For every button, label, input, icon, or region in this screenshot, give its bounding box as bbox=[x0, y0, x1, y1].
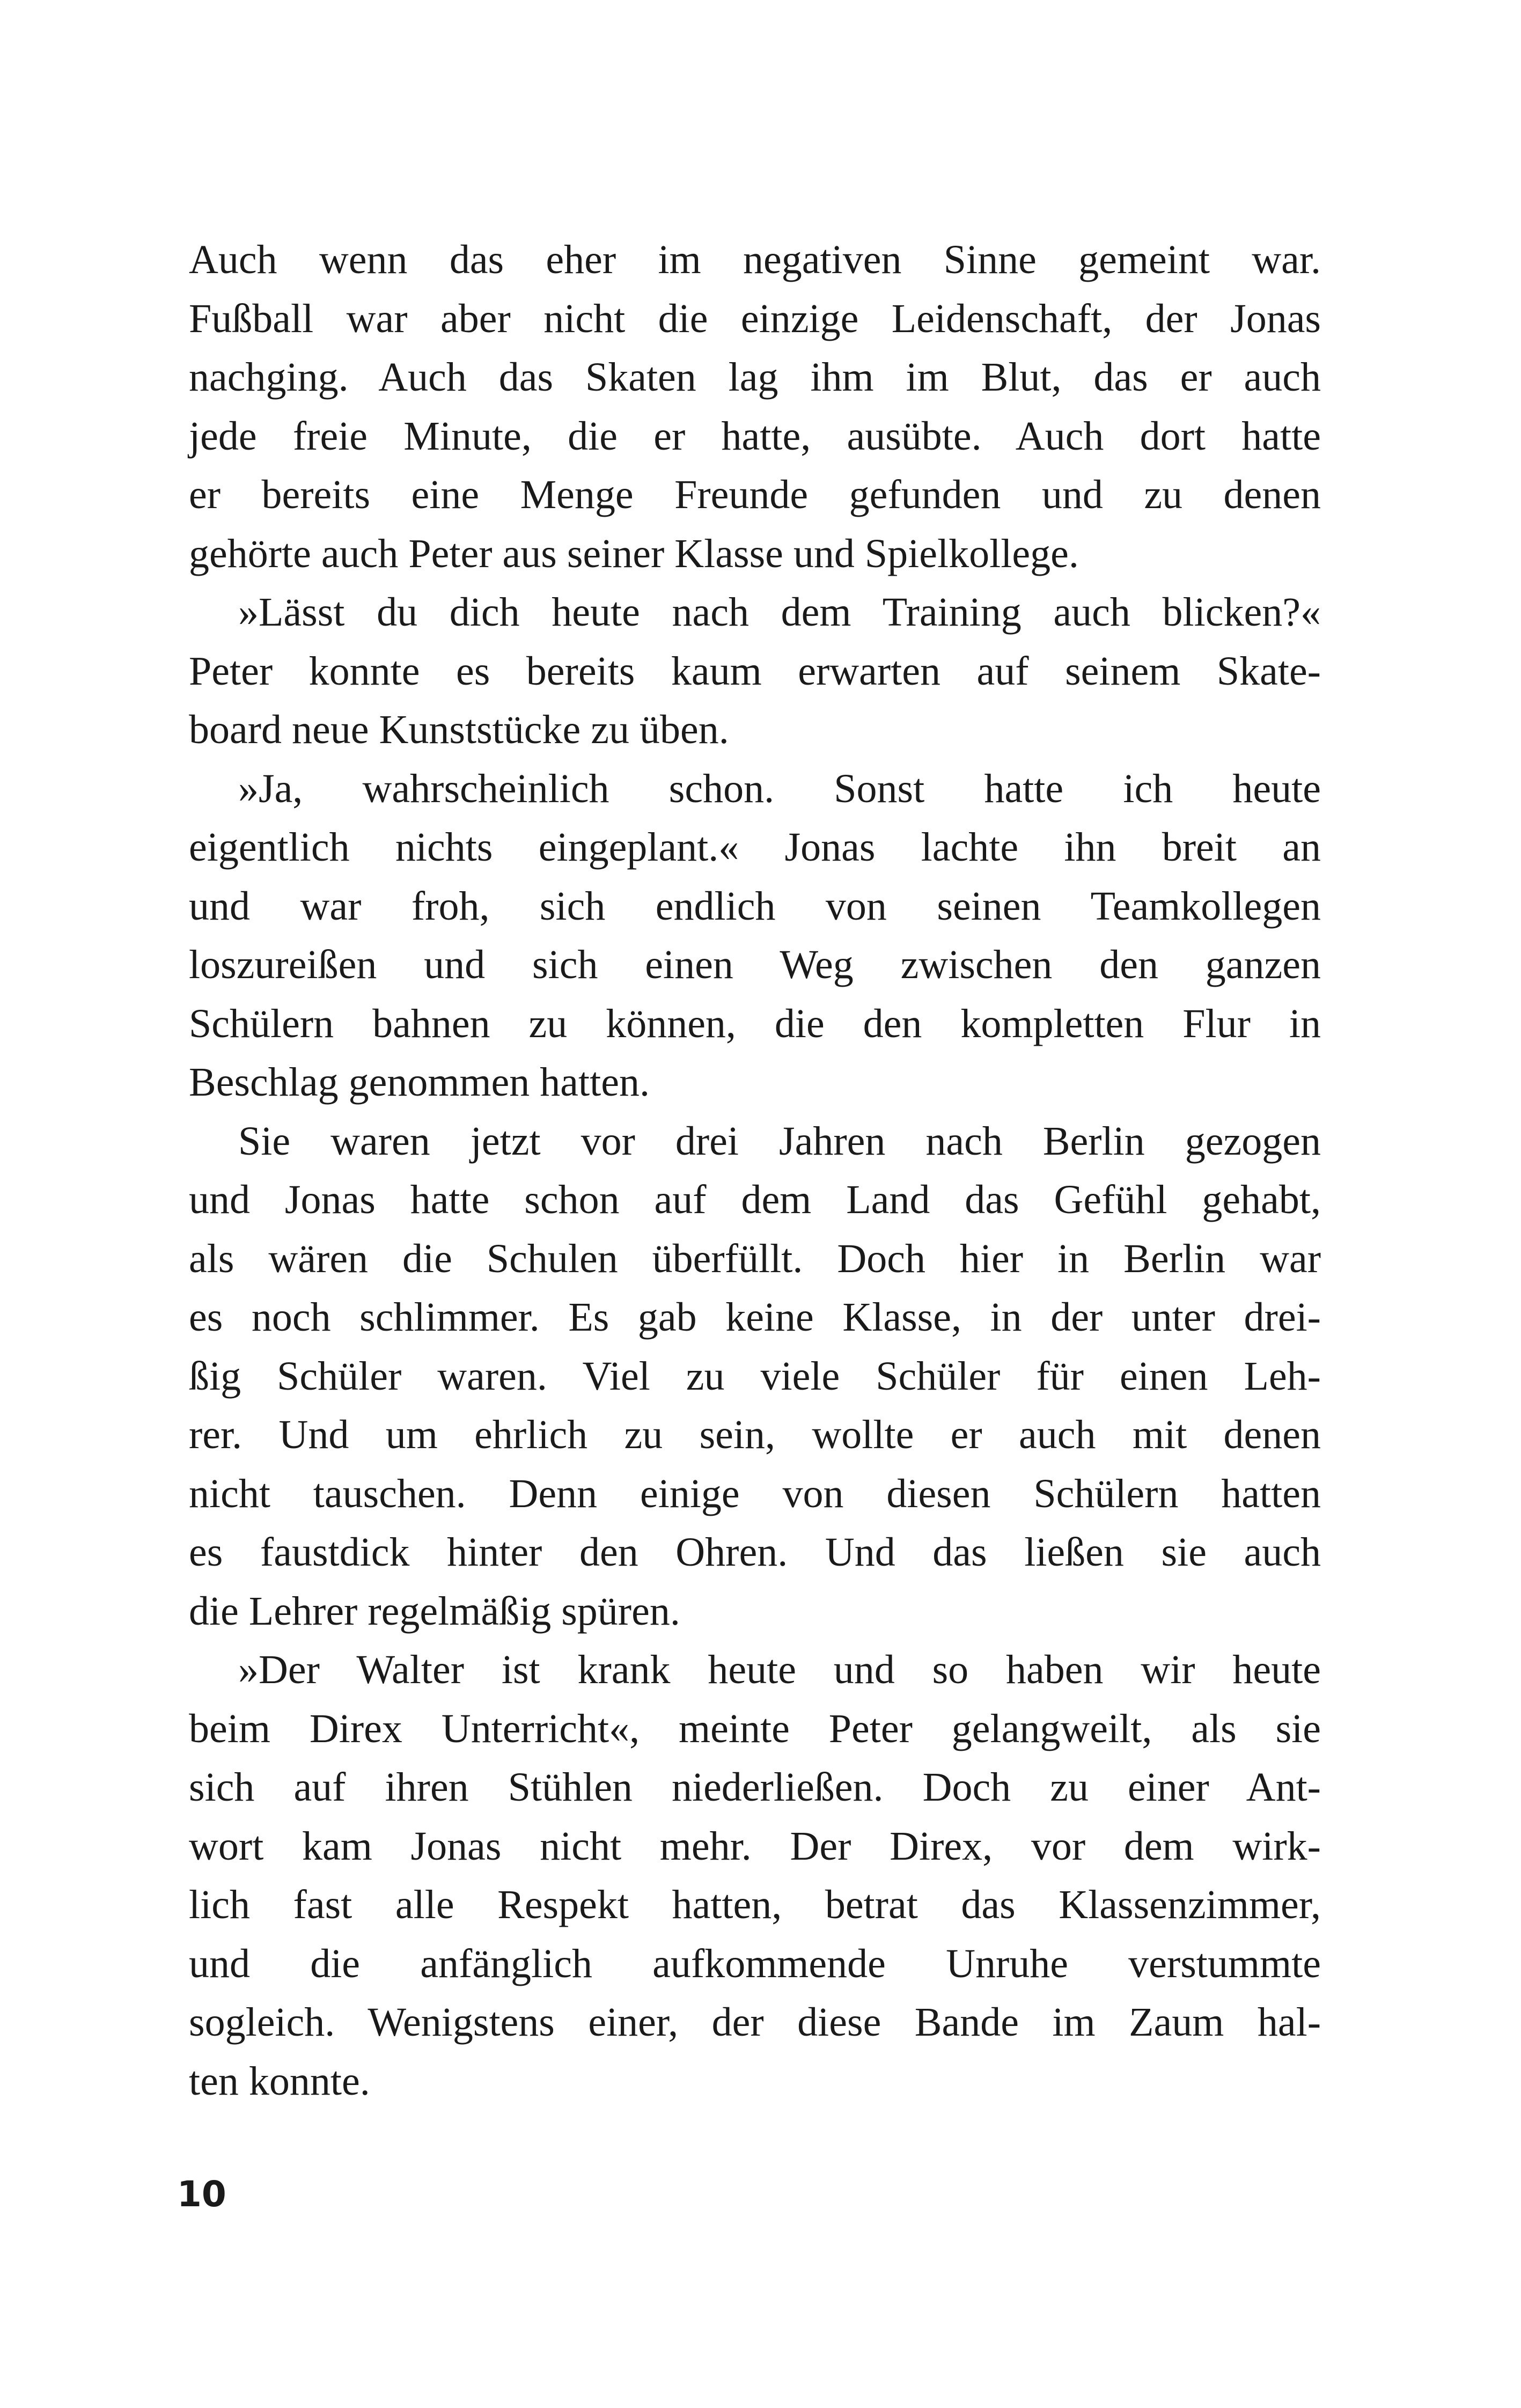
text-line: lich fast alle Respekt hatten, betrat das Klassenzimmer, bbox=[189, 1882, 1321, 1927]
text-line: nachging. Auch das Skaten lag ihm im Blut, das er auch bbox=[189, 355, 1321, 400]
text-line: »Ja, wahrscheinlich schon. Sonst hatte ich heute bbox=[238, 766, 1321, 811]
text-line: Sie waren jetzt vor drei Jahren nach Berlin gezogen bbox=[238, 1118, 1321, 1164]
text-line: loszureißen und sich einen Weg zwischen den ganzen bbox=[189, 942, 1321, 987]
text-line: und die anfänglich aufkommende Unruhe verstummte bbox=[189, 1941, 1321, 1986]
text-line: rer. Und um ehrlich zu sein, wollte er auch mit denen bbox=[189, 1412, 1321, 1457]
text-line: eigentlich nichts eingeplant.« Jonas lachte ihn breit an bbox=[189, 825, 1321, 870]
body-text bbox=[189, 231, 1321, 2111]
text-line: gehörte auch Peter aus seiner Klasse und Spielkollege. bbox=[189, 531, 1079, 576]
text-line: Fußball war aber nicht die einzige Leidenschaft, der Jonas bbox=[189, 296, 1321, 341]
text-line: jede freie Minute, die er hatte, ausübte. Auch dort hatte bbox=[189, 413, 1321, 459]
text-line: er bereits eine Menge Freunde gefunden und zu denen bbox=[189, 472, 1321, 517]
text-line: es noch schlimmer. Es gab keine Klasse, in der unter drei- bbox=[189, 1295, 1321, 1340]
text-line: als wären die Schulen überfüllt. Doch hier in Berlin war bbox=[189, 1236, 1321, 1281]
text-line: board neue Kunststücke zu üben. bbox=[189, 707, 729, 752]
text-line: und war froh, sich endlich von seinen Teamkollegen bbox=[189, 883, 1321, 929]
text-line: Schülern bahnen zu können, die den kompletten Flur in bbox=[189, 1001, 1321, 1046]
text-line: nicht tauschen. Denn einige von diesen Schülern hatten bbox=[189, 1471, 1321, 1516]
text-line: wort kam Jonas nicht mehr. Der Direx, vor dem wirk- bbox=[189, 1823, 1321, 1869]
text-line: »Der Walter ist krank heute und so haben wir heute bbox=[238, 1647, 1321, 1692]
text-line: die Lehrer regelmäßig spüren. bbox=[189, 1588, 680, 1634]
text-line: sich auf ihren Stühlen niederließen. Doch zu einer Ant- bbox=[189, 1765, 1321, 1810]
text-line: sogleich. Wenigstens einer, der diese Bande im Zaum hal- bbox=[189, 2000, 1321, 2045]
text-line: Peter konnte es bereits kaum erwarten auf seinem Skate- bbox=[189, 648, 1321, 694]
text-line: beim Direx Unterricht«, meinte Peter gelangweilt, als sie bbox=[189, 1706, 1321, 1751]
text-line: ten konnte. bbox=[189, 2058, 370, 2104]
text-line: ßig Schüler waren. Viel zu viele Schüler für einen Leh- bbox=[189, 1353, 1321, 1399]
text-line: »Lässt du dich heute nach dem Training auch blicken?« bbox=[238, 590, 1321, 635]
page-number: 10 bbox=[177, 2174, 226, 2215]
text-line: und Jonas hatte schon auf dem Land das Gefühl gehabt, bbox=[189, 1177, 1321, 1222]
text-line: es faustdick hinter den Ohren. Und das ließen sie auch bbox=[189, 1530, 1321, 1575]
text-line: Auch wenn das eher im negativen Sinne gemeint war. bbox=[189, 237, 1321, 282]
text-line: Beschlag genommen hatten. bbox=[189, 1060, 650, 1105]
